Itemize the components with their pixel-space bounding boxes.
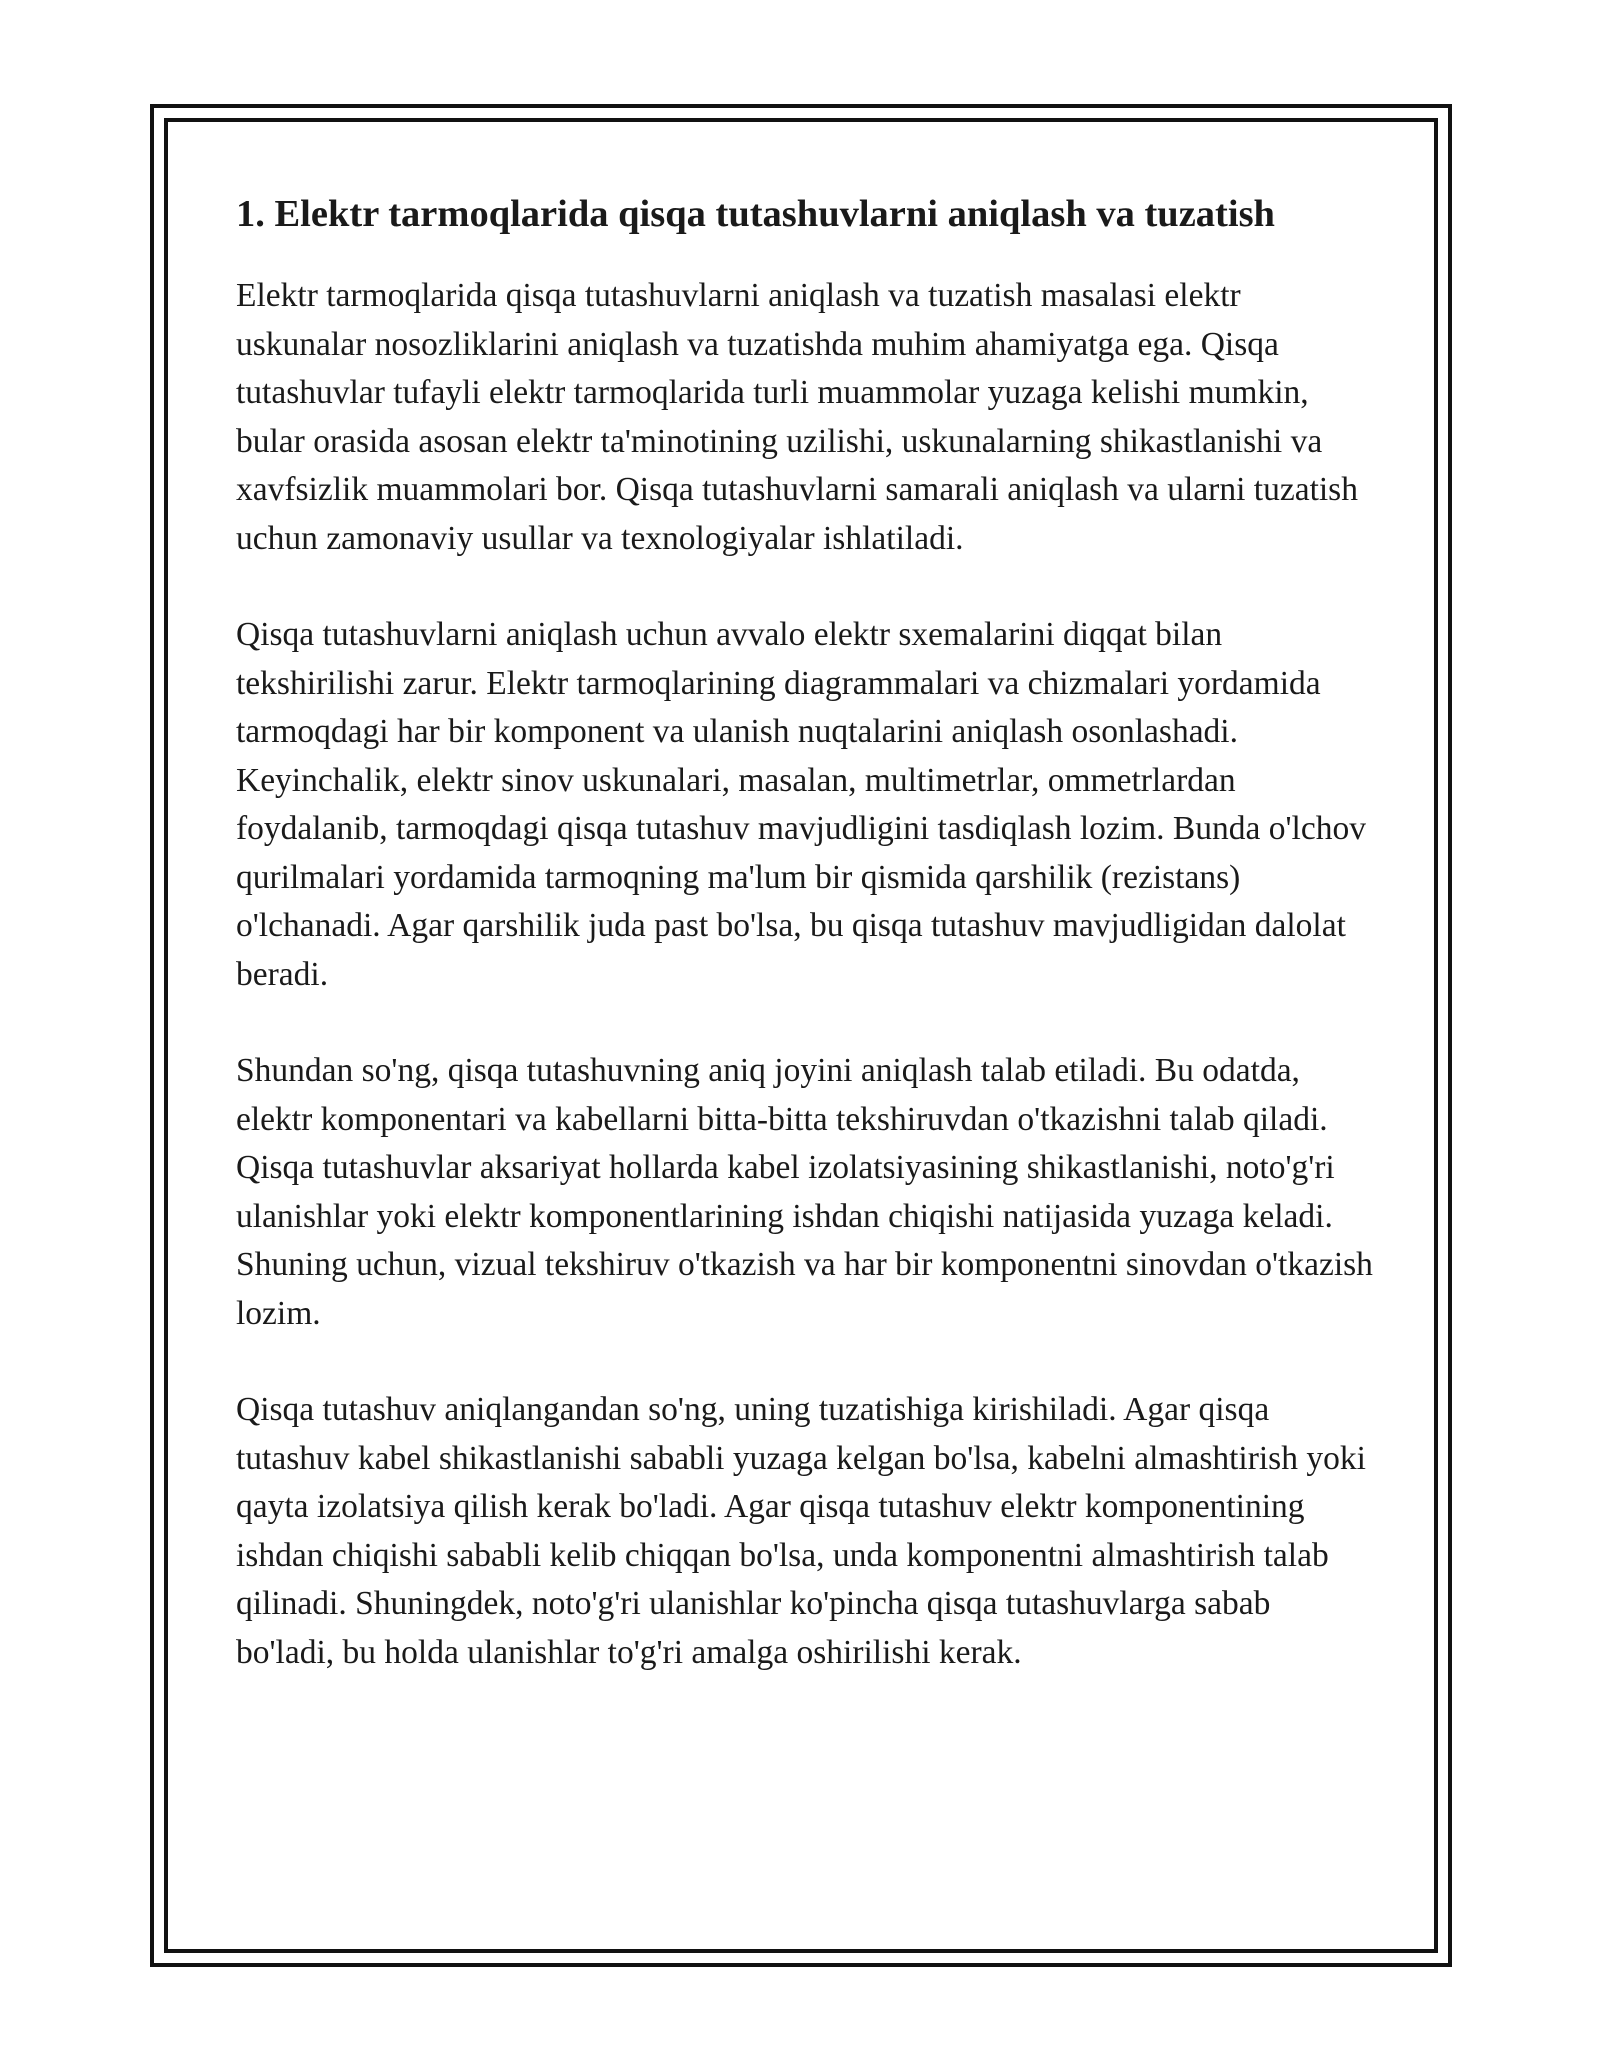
paragraph-3: Shundan so'ng, qisqa tutashuvning aniq joyini aniqlash talab etiladi. Bu odatda, elektr komponentari va kabellarni bitta-bitta tekshiruvdan o'tkazishni talab qiladi. Qisqa tutashuvlar aksariyat hollarda kabel izolatsiyasining shikastlanishi, noto'g'ri ulanishlar yoki elektr komponentlarining ishdan chiqishi natijasida yuzaga keladi. Shuning uchun, vizual tekshiruv o'tkazish va har bir komponentni sinovdan o'tkazish lozim. (236, 1052, 1373, 1332)
section-heading: 1. Elektr tarmoqlarida qisqa tutashuvlarni aniqlash va tuzatish (236, 193, 1275, 235)
paragraph-4: Qisqa tutashuv aniqlangandan so'ng, uning tuzatishiga kirishiladi. Agar qisqa tutashuv kabel shikastlanishi sababli yuzaga kelgan bo'lsa, kabelni almashtirish yoki qayta izolatsiya qilish kerak bo'ladi. Agar qisqa tutashuv elektr komponentining ishdan chiqishi sababli kelib chiqqan bo'lsa, unda komponentni almashtirish talab qilinadi. Shuningdek, noto'g'ri ulanishlar ko'pincha qisqa tutashuvlarga sabab bo'ladi, bu holda ulanishlar to'g'ri amalga oshirilishi kerak. (236, 1391, 1366, 1671)
paragraph-2: Qisqa tutashuvlarni aniqlash uchun avvalo elektr sxemalarini diqqat bilan tekshirilishi zarur. Elektr tarmoqlarining diagrammalari va chizmalari yordamida tarmoqdagi har bir komponent va ulanish nuqtalarini aniqlash osonlashadi. Keyinchalik, elektr sinov uskunalari, masalan, multimetrlar, ommetrlardan foydalanib, tarmoqdagi qisqa tutashuv mavjudligini tasdiqlash lozim. Bunda o'lchov qurilmalari yordamida tarmoqning ma'lum bir qismida qarshilik (rezistans) o'lchanadi. Agar qarshilik juda past bo'lsa, bu qisqa tutashuv mavjudligidan dalolat beradi. (236, 616, 1366, 993)
paragraph-1: Elektr tarmoqlarida qisqa tutashuvlarni aniqlash va tuzatish masalasi elektr uskunalar nosozliklarini aniqlash va tuzatishda muhim ahamiyatga ega. Qisqa tutashuvlar tufayli elektr tarmoqlarida turli muammolar yuzaga kelishi mumkin, bular orasida asosan elektr ta'minotining uzilishi, uskunalarning shikastlanishi va xavfsizlik muammolari bor. Qisqa tutashuvlarni samarali aniqlash va ularni tuzatish uchun zamonaviy usullar va texnologiyalar ishlatiladi. (236, 277, 1358, 557)
document-body (236, 186, 1376, 1725)
